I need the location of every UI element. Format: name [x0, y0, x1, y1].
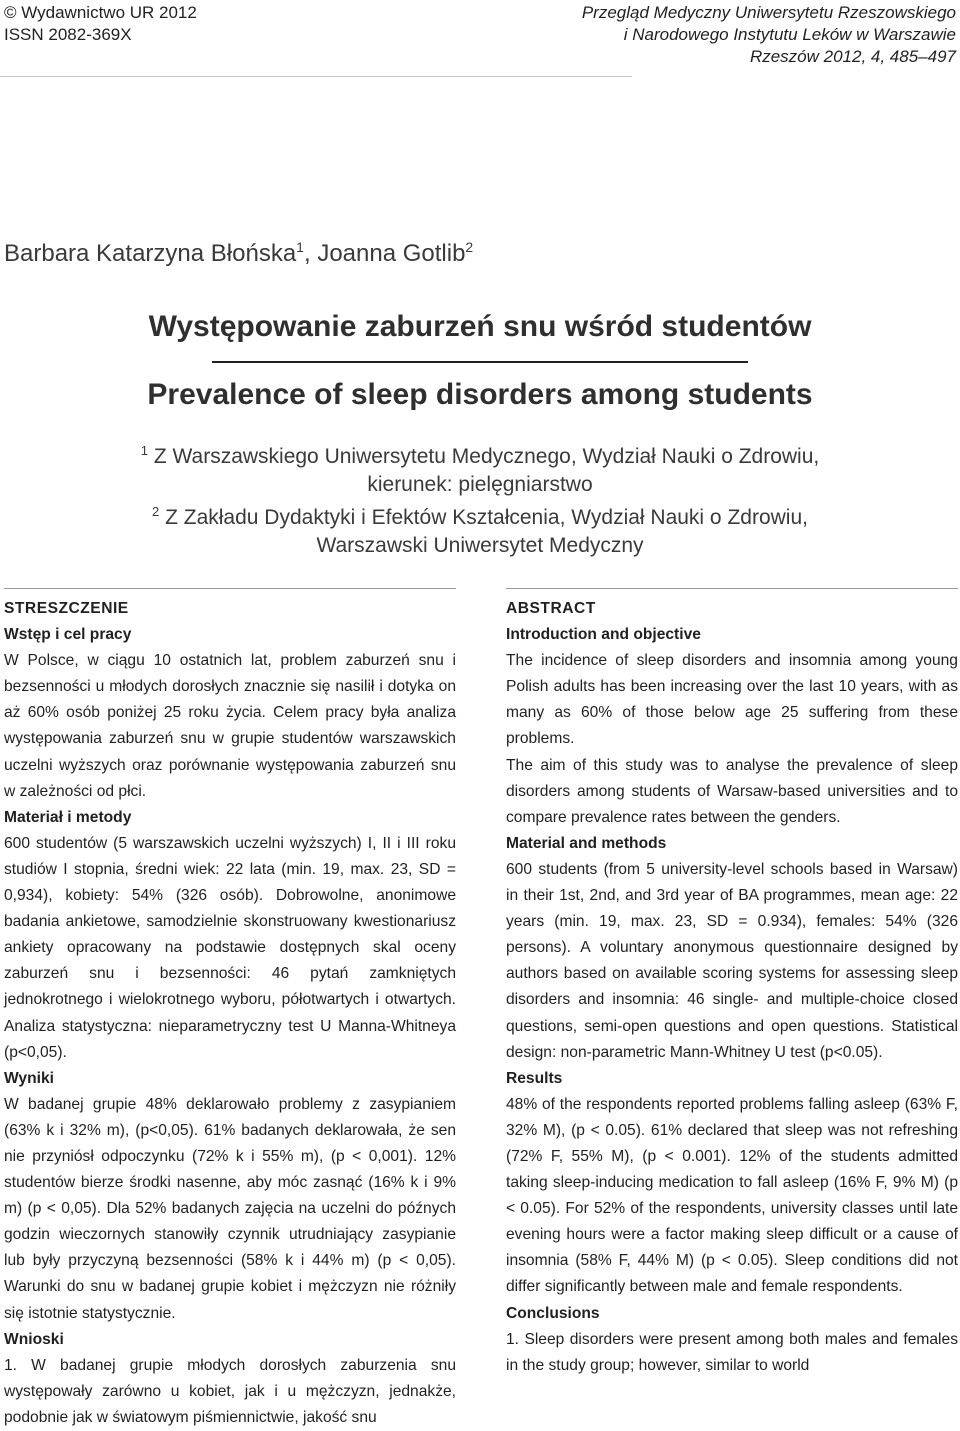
author-separator: ,: [303, 240, 318, 267]
journal-issue-line: Rzeszów 2012, 4, 485–497: [749, 47, 956, 66]
sec-results-text-en: 48% of the respondents reported problems falling asleep (63% F, 32% M), (p < 0.05). 61% declared that sleep was not refreshing (72% F, 55% M), (p < 0.001). 12% of the students admitted taking sleep-inducing medication to fall asleep (16% F, 9% M) (p < 0.05). For 52% of the respondents, university classes until late evening hours were a factor making sleep difficult or a cause of insomnia (58% F, 44% M) (p < 0.05). Sleep conditions did not differ significantly between male and female respondents.: [506, 1095, 958, 1296]
sec-conclusions-text-pl: 1. W badanej grupie młodych dorosłych zaburzenia snu występowały zarówno u kobiet, jak i u mężczyzn, jednakże, podobnie jak w światowym piśmiennictwie, jakość snu: [4, 1356, 456, 1426]
streszczenie-heading: STRESZCZENIE: [4, 600, 129, 617]
journal-header-left: [4, 2, 197, 46]
author-2: Joanna Gotlib: [317, 240, 466, 267]
affiliation-1-line-2: kierunek: pielęgniarstwo: [367, 472, 593, 496]
affiliation-2-text: Z Zakładu Dydaktyki i Efektów Kształcenia, Wydział Nauki o Zdrowiu,: [165, 506, 808, 529]
right-column-divider: [506, 588, 958, 589]
affiliations: [0, 437, 960, 559]
authors-line: [4, 232, 473, 269]
left-column-divider: [4, 588, 456, 589]
sec-results-title-en: Results: [506, 1069, 563, 1087]
sec-methods-title-pl: Materiał i metody: [4, 808, 132, 826]
sec-results-text-pl: W badanej grupie 48% deklarowało problemy z zasypianiem (63% k i 32% m), (p<0,05). 61% badanych deklarowała, że sen nie przyniósł odpoczynku (72% k i 55% m), (p < 0,001). 12% studentów bierze środki nasenne, aby móc zasnąć (16% k i 9% m) (p < 0,05). Dla 52% badanych zajęcia na uczelni do późnych godzin wieczornych stanowiły czynnik utrudniający zasypianie lub były przyczyną bezsenności (58% k i 44% m) (p < 0,05). Warunki do snu w badanej grupie kobiet i mężczyzn nie różniły się istotnie statystycznie.: [4, 1095, 456, 1322]
sec-methods-title-en: Material and methods: [506, 834, 667, 852]
sec-results-title-pl: Wyniki: [4, 1069, 54, 1087]
journal-name-line-1: Przegląd Medyczny Uniwersytetu Rzeszowskiego: [581, 3, 956, 22]
sec-methods-text-en: 600 students (from 5 university-level schools based in Warsaw) in their 1st, 2nd, and 3rd year of BA programmes, mean age: 22 years (min. 19, max. 23, SD = 0.934), females: 54% (326 persons). A voluntary anonymous questionnaire designed by authors based on available scoring systems for assessing sleep disorders and insomnia: 46 single- and multiple-choice closed questions, semi-open questions and open questions. Statistical design: non-parametric Mann-Whitney U test (p<0.05).: [506, 860, 958, 1061]
author-1: Barbara Katarzyna Błońska: [4, 240, 297, 267]
affiliation-2-mark: 2: [152, 504, 160, 519]
issn-line: ISSN 2082-369X: [4, 25, 132, 44]
title-english: Prevalence of sleep disorders among students: [147, 378, 813, 411]
title-polish: Występowanie zaburzeń snu wśród studentów: [148, 310, 812, 343]
sec-conclusions-title-pl: Wnioski: [4, 1330, 64, 1348]
sec-conclusions-text-en: 1. Sleep disorders were present among both males and females in the study group; however, similar to world: [506, 1330, 958, 1374]
journal-name-line-2: i Narodowego Instytutu Leków w Warszawie: [623, 25, 956, 44]
abstract-column: [506, 596, 958, 1379]
sec-objective-text-en: The aim of this study was to analyse the prevalence of sleep disorders among students of Warsaw-based universities and to compare prevalence rates between the genders.: [506, 756, 958, 826]
title-divider: [212, 361, 748, 363]
sec-intro-title-pl: Wstęp i cel pracy: [4, 626, 132, 644]
journal-header-right: [582, 2, 956, 68]
sec-methods-text-pl: 600 studentów (5 warszawskich uczelni wyższych) I, II i III roku studiów I stopnia, średni wiek: 22 lata (min. 19, max. 23, SD = 0,934), kobiety: 54% (326 osób). Dobrowolne, anonimowe badania ankietowe, samodzielnie skonstruowany kwestionariusz ankiety opracowany na podstawie dostępnych skal oceny zaburzeń snu i bezsenności: 46 pytań zamkniętych jednokrotnego i wielokrotnego wyboru, półotwartych i otwartych. Analiza statystyczna: nieparametryczny test U Manna-Whitneya (p<0,05).: [4, 834, 456, 1061]
copyright-line: © Wydawnictwo UR 2012: [4, 3, 197, 22]
affiliation-2-line-1: [0, 498, 960, 532]
affiliation-1-text: Z Warszawskiego Uniwersytetu Medycznego, Wydział Nauki o Zdrowiu,: [153, 445, 820, 468]
author-2-affiliation-mark: 2: [465, 239, 474, 255]
streszczenie-column: [4, 596, 456, 1431]
header-divider: [0, 76, 632, 77]
sec-intro-title-en: Introduction and objective: [506, 626, 701, 644]
sec-intro-text-en: The incidence of sleep disorders and insomnia among young Polish adults has been increasing over the last 10 years, with as many as 60% of those below age 25 suffering from these problems.: [506, 652, 958, 748]
sec-intro-text-pl: W Polsce, w ciągu 10 ostatnich lat, problem zaburzeń snu i bezsenności u młodych dorosłych znacznie się nasilił i dotyka on aż 60% osób poniżej 25 roku życia. Celem pracy była analiza występowania zaburzeń snu w grupie studentów warszawskich uczelni wyższych oraz porównanie występowania zaburzeń snu w zależności od płci.: [4, 652, 456, 800]
affiliation-2-line-2: Warszawski Uniwersytet Medyczny: [316, 533, 644, 557]
affiliation-1-line-1: [0, 437, 960, 471]
affiliation-1-mark: 1: [140, 443, 148, 458]
sec-conclusions-title-en: Conclusions: [506, 1304, 600, 1322]
author-1-affiliation-mark: 1: [296, 239, 304, 255]
abstract-heading: ABSTRACT: [506, 600, 596, 617]
